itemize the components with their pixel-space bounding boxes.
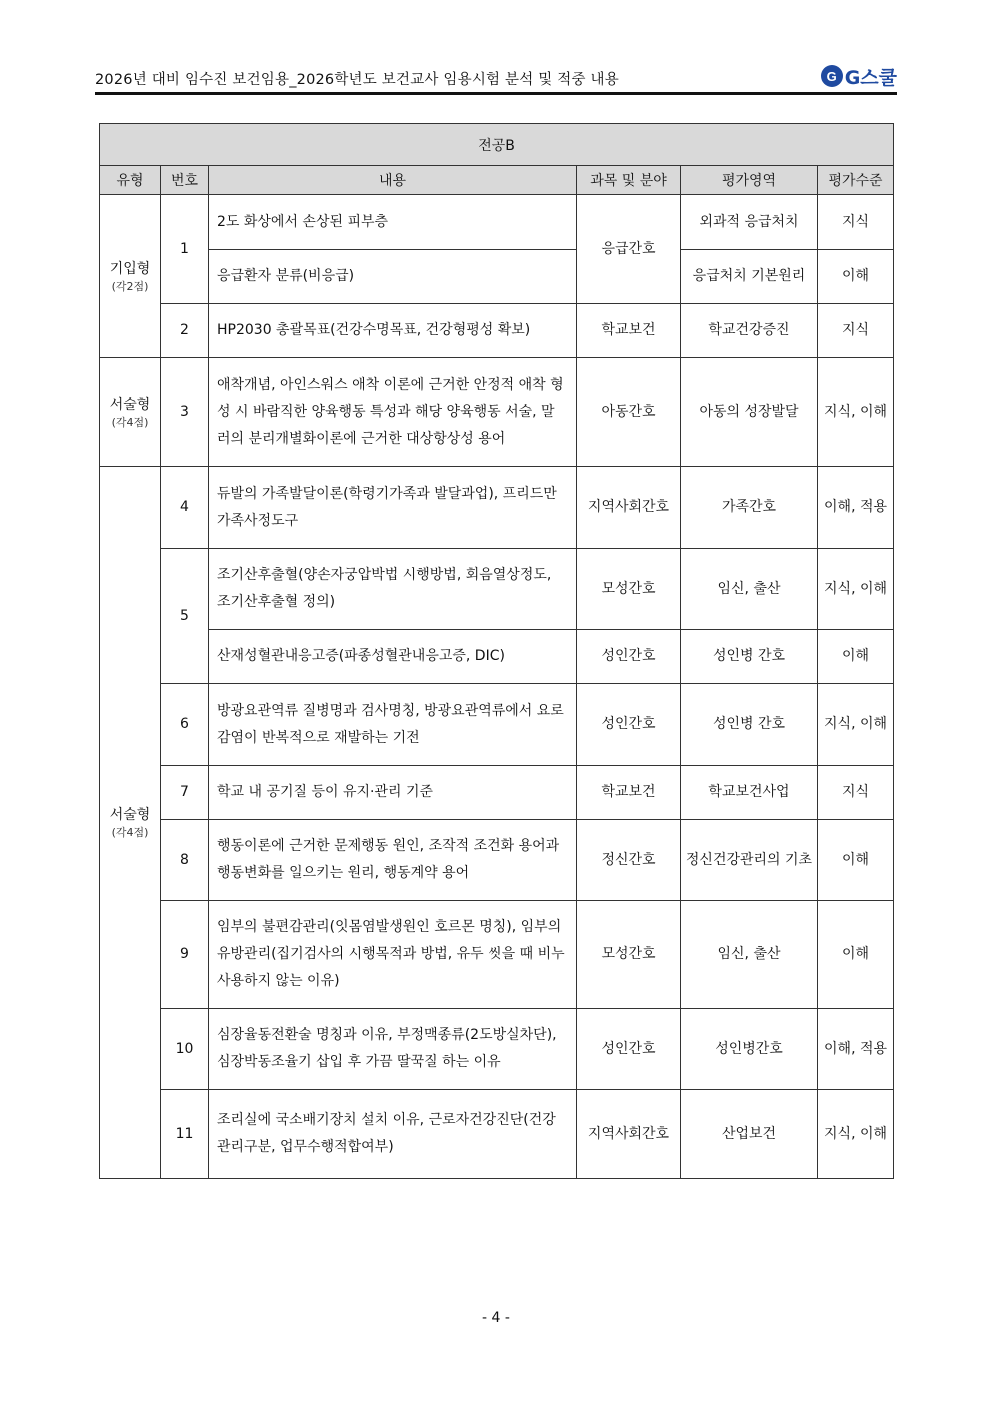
subject-cell: 모성간호 bbox=[577, 901, 681, 1009]
type-label: 서술형 bbox=[109, 396, 151, 413]
page-number: - 4 - bbox=[482, 1310, 510, 1326]
column-header: 내용 bbox=[209, 166, 577, 195]
level-cell: 이해 bbox=[818, 250, 894, 304]
area-cell: 학교건강증진 bbox=[681, 304, 818, 358]
subject-cell: 성인간호 bbox=[577, 1009, 681, 1090]
page-header bbox=[95, 62, 897, 96]
table-row bbox=[100, 358, 894, 467]
level-cell: 지식, 이해 bbox=[818, 1090, 894, 1179]
area-cell: 정신건강관리의 기초 bbox=[681, 820, 818, 901]
table-row bbox=[100, 195, 894, 250]
area-cell: 외과적 응급처치 bbox=[681, 195, 818, 250]
gschool-logo bbox=[821, 62, 897, 90]
type-cell bbox=[100, 467, 161, 1179]
subject-cell: 학교보건 bbox=[577, 766, 681, 820]
table-row bbox=[100, 684, 894, 766]
column-header: 평가영역 bbox=[681, 166, 818, 195]
content-cell: 심장율동전환술 명칭과 이유, 부정맥종류(2도방실차단), 심장박동조율기 삽입 후 가끔 딸꾹질 하는 이유 bbox=[209, 1009, 577, 1090]
header-divider bbox=[95, 92, 897, 95]
question-number: 1 bbox=[161, 195, 209, 304]
content-cell: HP2030 총괄목표(건강수명목표, 건강형평성 확보) bbox=[209, 304, 577, 358]
logo-mark-icon: G bbox=[821, 65, 843, 87]
type-points: (각4점) bbox=[111, 415, 149, 429]
table-row bbox=[100, 1090, 894, 1179]
content-cell: 2도 화상에서 손상된 피부층 bbox=[209, 195, 577, 250]
subject-cell: 학교보건 bbox=[577, 304, 681, 358]
content-cell: 애착개념, 아인스워스 애착 이론에 근거한 안정적 애착 형성 시 바람직한 양육행동 특성과 해당 양육행동 서술, 말러의 분리개별화이론에 근거한 대상항상성 용어 bbox=[209, 358, 577, 467]
area-cell: 임신, 출산 bbox=[681, 901, 818, 1009]
area-cell: 성인병간호 bbox=[681, 1009, 818, 1090]
type-label: 서술형 bbox=[109, 807, 151, 823]
type-label: 기입형 bbox=[109, 260, 151, 277]
area-cell: 성인병 간호 bbox=[681, 630, 818, 684]
subject-cell: 지역사회간호 bbox=[577, 467, 681, 549]
subject-cell: 아동간호 bbox=[577, 358, 681, 467]
column-header: 과목 및 분야 bbox=[577, 166, 681, 195]
question-number: 2 bbox=[161, 304, 209, 358]
table-row bbox=[100, 304, 894, 358]
document-title: 2026년 대비 임수진 보건임용_2026학년도 보건교사 임용시험 분석 및 적중 내용 bbox=[95, 72, 619, 88]
area-cell: 성인병 간호 bbox=[681, 684, 818, 766]
level-cell: 지식 bbox=[818, 304, 894, 358]
table-row bbox=[100, 250, 894, 304]
level-cell: 지식 bbox=[818, 766, 894, 820]
level-cell: 지식 bbox=[818, 195, 894, 250]
area-cell: 아동의 성장발달 bbox=[681, 358, 818, 467]
table-row bbox=[100, 467, 894, 549]
level-cell: 이해, 적용 bbox=[818, 1009, 894, 1090]
logo-text: G스쿨 bbox=[844, 66, 897, 89]
column-header: 유형 bbox=[100, 166, 161, 195]
column-header: 평가수준 bbox=[818, 166, 894, 195]
table-row bbox=[100, 766, 894, 820]
type-points: (각4점) bbox=[111, 826, 149, 839]
content-cell: 조리실에 국소배기장치 설치 이유, 근로자건강진단(건강관리구분, 업무수행적합여부) bbox=[209, 1090, 577, 1179]
question-number: 5 bbox=[161, 549, 209, 684]
subject-cell: 정신간호 bbox=[577, 820, 681, 901]
content-cell: 산재성혈관내응고증(파종성혈관내응고증, DIC) bbox=[209, 630, 577, 684]
question-number: 10 bbox=[161, 1009, 209, 1090]
subject-cell: 지역사회간호 bbox=[577, 1090, 681, 1179]
question-number: 9 bbox=[161, 901, 209, 1009]
type-cell bbox=[100, 358, 161, 467]
area-cell: 산업보건 bbox=[681, 1090, 818, 1179]
table-row bbox=[100, 820, 894, 901]
column-header: 번호 bbox=[161, 166, 209, 195]
question-number: 4 bbox=[161, 467, 209, 549]
column-header-row bbox=[100, 166, 894, 195]
level-cell: 지식, 이해 bbox=[818, 549, 894, 630]
level-cell: 지식, 이해 bbox=[818, 358, 894, 467]
level-cell: 이해, 적용 bbox=[818, 467, 894, 549]
content-cell: 응급환자 분류(비응급) bbox=[209, 250, 577, 304]
level-cell: 이해 bbox=[818, 630, 894, 684]
table-row bbox=[100, 901, 894, 1009]
content-cell: 행동이론에 근거한 문제행동 원인, 조작적 조건화 용어과 행동변화를 일으키는 원리, 행동계약 용어 bbox=[209, 820, 577, 901]
content-cell: 학교 내 공기질 등이 유지·관리 기준 bbox=[209, 766, 577, 820]
content-cell: 듀발의 가족발달이론(학령기가족과 발달과업), 프리드만 가족사정도구 bbox=[209, 467, 577, 549]
table-row bbox=[100, 549, 894, 630]
question-number: 3 bbox=[161, 358, 209, 467]
exam-analysis-table bbox=[99, 123, 894, 1179]
section-title: 전공B bbox=[100, 124, 894, 166]
table-row bbox=[100, 630, 894, 684]
content-cell: 방광요관역류 질병명과 검사명칭, 방광요관역류에서 요로감염이 반복적으로 재발하는 기전 bbox=[209, 684, 577, 766]
area-cell: 가족간호 bbox=[681, 467, 818, 549]
area-cell: 임신, 출산 bbox=[681, 549, 818, 630]
content-cell: 임부의 불편감관리(잇몸염발생원인 호르몬 명칭), 임부의 유방관리(집기검사의 시행목적과 방법, 유두 씻을 때 비누사용하지 않는 이유) bbox=[209, 901, 577, 1009]
subject-cell: 응급간호 bbox=[577, 195, 681, 304]
subject-cell: 성인간호 bbox=[577, 684, 681, 766]
subject-cell: 성인간호 bbox=[577, 630, 681, 684]
level-cell: 지식, 이해 bbox=[818, 684, 894, 766]
subject-cell: 모성간호 bbox=[577, 549, 681, 630]
question-number: 6 bbox=[161, 684, 209, 766]
question-number: 11 bbox=[161, 1090, 209, 1179]
table-row bbox=[100, 1009, 894, 1090]
question-number: 7 bbox=[161, 766, 209, 820]
question-number: 8 bbox=[161, 820, 209, 901]
content-cell: 조기산후출혈(양손자궁압박법 시행방법, 회음열상정도, 조기산후출혈 정의) bbox=[209, 549, 577, 630]
level-cell: 이해 bbox=[818, 820, 894, 901]
area-cell: 학교보건사업 bbox=[681, 766, 818, 820]
type-cell bbox=[100, 195, 161, 358]
type-points: (각2점) bbox=[111, 279, 149, 293]
area-cell: 응급처치 기본원리 bbox=[681, 250, 818, 304]
level-cell: 이해 bbox=[818, 901, 894, 1009]
